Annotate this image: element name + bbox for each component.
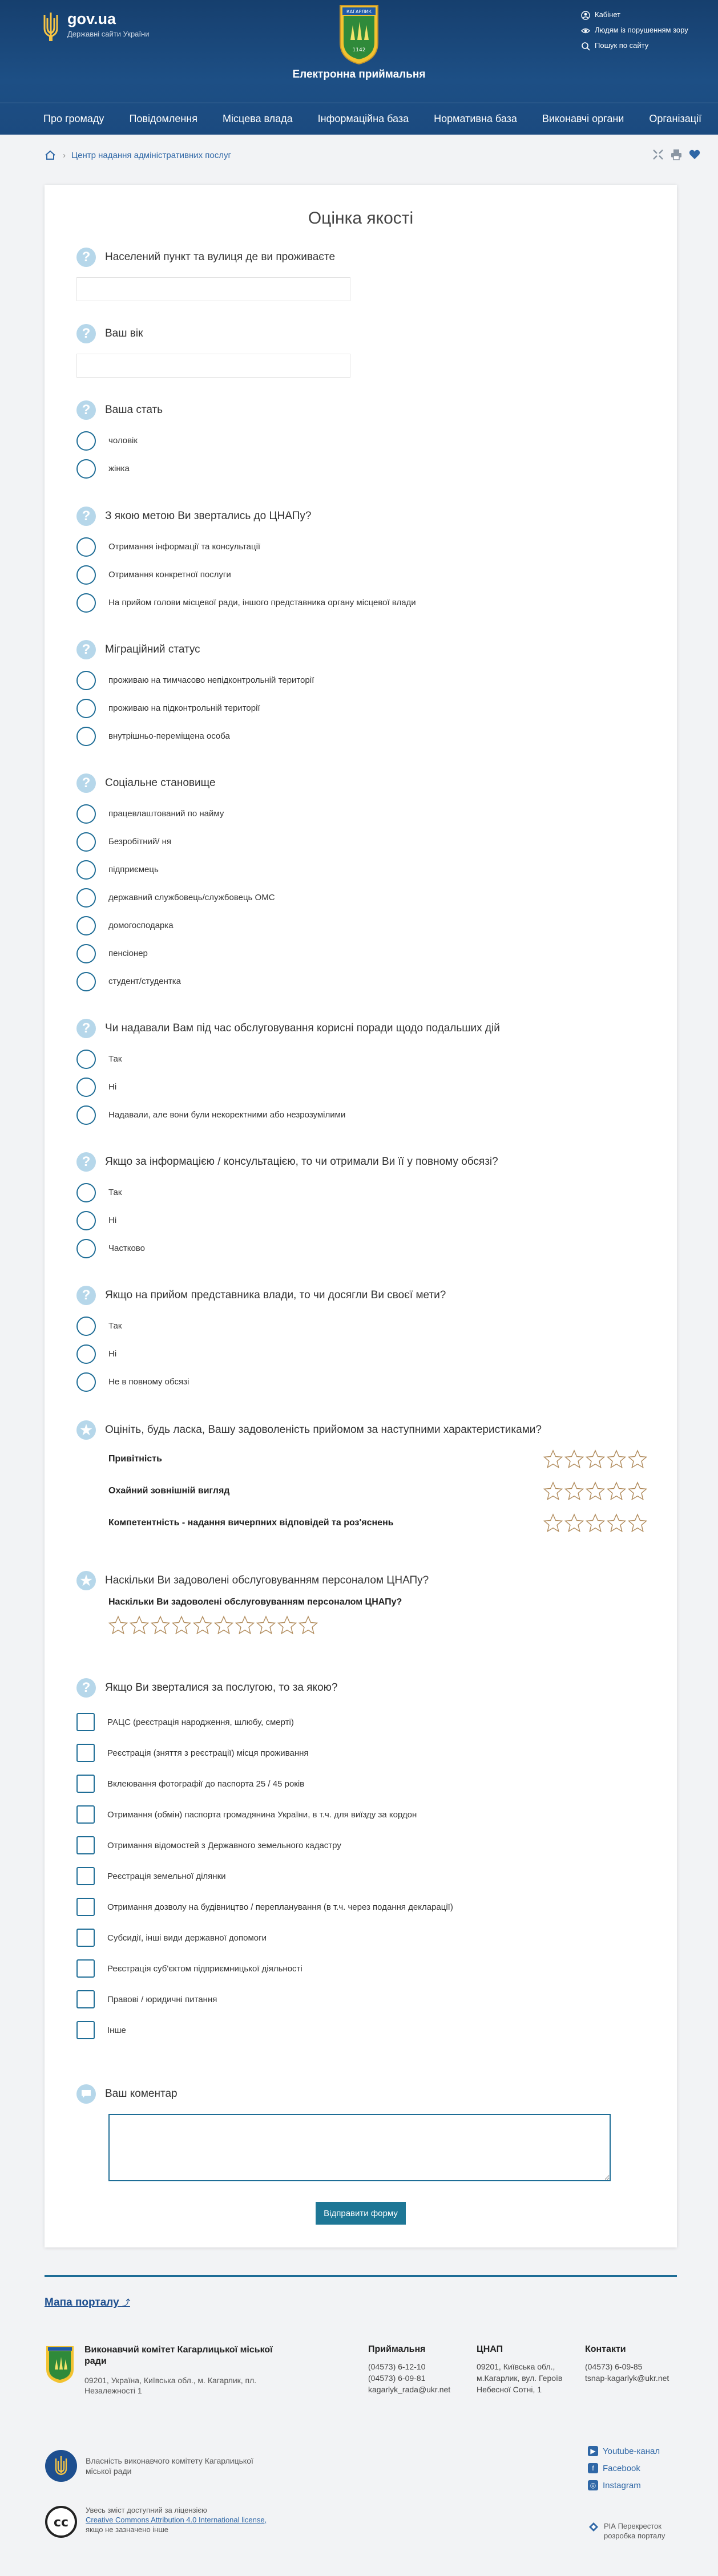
- social-links: [588, 2446, 660, 2497]
- contacts-phone[interactable]: (04573) 6-09-85: [585, 2362, 643, 2371]
- reception-phone[interactable]: (04573) 6-12-10: [368, 2362, 426, 2371]
- option-label: державний службовець/службовець ОМС: [108, 893, 275, 902]
- emblem-text: КАГАРЛИК: [346, 9, 372, 14]
- star-rating-icon[interactable]: [607, 1449, 626, 1469]
- checkbox-option[interactable]: [76, 1768, 647, 1799]
- radio-button[interactable]: [76, 671, 96, 690]
- option-label: Отримання конкретної послуги: [108, 570, 231, 580]
- star-rating-icon[interactable]: [543, 1449, 563, 1469]
- rating-stars: [543, 1481, 647, 1501]
- radio-option[interactable]: [76, 1178, 647, 1206]
- rating-row-label: Компетентність - надання вичерпних відповідей та роз'яснень: [108, 1518, 394, 1528]
- checkbox-option[interactable]: [76, 1799, 647, 1830]
- radio-option[interactable]: [76, 533, 647, 561]
- collapse-icon[interactable]: [652, 148, 664, 161]
- option-label: Так: [108, 1321, 122, 1331]
- sitemap-icon: ⤴: [122, 2298, 130, 2307]
- checkbox-option[interactable]: [76, 1737, 647, 1768]
- cnap-address-line: м.Кагарлик, вул. Героїв: [477, 2374, 563, 2383]
- option-label: жінка: [108, 464, 130, 473]
- comment-icon: [76, 2084, 96, 2104]
- sitemap-link[interactable]: [45, 2296, 130, 2309]
- option-label: Отримання інформації та консультації: [108, 542, 261, 552]
- trident-badge-icon: [45, 2449, 78, 2482]
- option-label: Отримання (обмін) паспорта громадянина України, в т.ч. для виїзду за кордон: [107, 1809, 417, 1820]
- rating-row-label: Наскільки Ви задоволені обслуговуванням персоналом ЦНАПу?: [108, 1597, 402, 1607]
- radio-option[interactable]: [76, 1234, 647, 1262]
- option-label: проживаю на підконтрольній території: [108, 703, 260, 713]
- question-icon: ?: [76, 248, 96, 267]
- gov-logo-text: gov.ua: [67, 10, 116, 27]
- question-title: Чи надавали Вам під час обслуговування корисні поради щодо подальших дій: [105, 1022, 500, 1034]
- radio-button[interactable]: [76, 860, 96, 880]
- reception-phone[interactable]: (04573) 6-09-81: [368, 2374, 426, 2383]
- eye-icon: [581, 26, 590, 35]
- option-label: Реєстрація суб'єктом підприємницької діяльності: [107, 1963, 302, 1974]
- main-nav: [0, 103, 718, 135]
- question-title: Соціальне становище: [105, 777, 216, 789]
- question-title: Наскільки Ви задоволені обслуговуванням персоналом ЦНАПу?: [105, 1574, 429, 1586]
- checkbox[interactable]: [76, 1959, 95, 1978]
- star-rating-icon[interactable]: [564, 1513, 584, 1533]
- footer-org-name: Виконавчий комітет Кагарлицької міської ради: [84, 2345, 273, 2366]
- option-label: Не в повному обсязі: [108, 1377, 189, 1387]
- checkbox-option[interactable]: [76, 1922, 647, 1953]
- star-rating-icon[interactable]: [193, 1615, 212, 1635]
- radio-button[interactable]: [76, 1239, 96, 1258]
- instagram-link[interactable]: [588, 2480, 660, 2490]
- question-settlement: [76, 248, 647, 301]
- reception-email[interactable]: kagarlyk_rada@ukr.net: [368, 2385, 451, 2394]
- radio-option[interactable]: [76, 828, 647, 856]
- radio-button[interactable]: [76, 916, 96, 935]
- option-label: Так: [108, 1054, 122, 1064]
- radio-button[interactable]: [76, 832, 96, 852]
- contacts-email[interactable]: tsnap-kagarlyk@ukr.net: [585, 2374, 669, 2383]
- star-rating-icon[interactable]: [543, 1513, 563, 1533]
- radio-button[interactable]: [76, 459, 96, 479]
- checkbox-option[interactable]: [76, 1830, 647, 1861]
- option-label: Ні: [108, 1216, 117, 1225]
- question-title: Якщо на прийом представника влади, то чи досягли Ви своєї мети?: [105, 1289, 446, 1301]
- option-label: На прийом голови місцевої ради, іншого представника органу місцевої влади: [108, 598, 416, 607]
- radio-option[interactable]: [76, 1206, 647, 1234]
- radio-button[interactable]: [76, 804, 96, 824]
- radio-button[interactable]: [76, 972, 96, 991]
- radio-button[interactable]: [76, 565, 96, 585]
- facebook-link[interactable]: [588, 2463, 660, 2473]
- city-emblem[interactable]: [337, 2, 381, 66]
- radio-option[interactable]: [76, 967, 647, 995]
- rating-row: [76, 1475, 647, 1507]
- option-label: домогосподарка: [108, 921, 174, 930]
- option-label: Ні: [108, 1349, 117, 1359]
- footer-cnap: [477, 2344, 562, 2396]
- star-rating-icon[interactable]: [607, 1481, 626, 1501]
- radio-option[interactable]: [76, 939, 647, 967]
- city-crest-icon: [45, 2344, 75, 2384]
- question-title: Ваш коментар: [105, 2088, 178, 2100]
- radio-button[interactable]: [76, 727, 96, 746]
- question-service: [76, 1678, 647, 2046]
- accessibility-link[interactable]: [581, 26, 707, 35]
- facebook-icon: f: [588, 2463, 598, 2473]
- question-sex: [76, 400, 647, 483]
- checkbox[interactable]: [76, 1805, 95, 1824]
- footer-org-address: 09201, Україна, Київська обл., м. Кагарлик, пл. Незалежності 1: [84, 2376, 257, 2395]
- page-tools: [652, 148, 701, 161]
- checkbox[interactable]: [76, 2021, 95, 2039]
- nav-item-info-base[interactable]: Інформаційна база: [317, 113, 409, 124]
- question-title: Ваш вік: [105, 327, 143, 339]
- option-label: Інше: [107, 2025, 126, 2035]
- checkbox-option[interactable]: [76, 2015, 647, 2046]
- breadcrumb-separator: ›: [63, 150, 66, 160]
- question-icon: ?: [76, 640, 96, 659]
- checkbox[interactable]: [76, 1775, 95, 1793]
- form-title: Оцінка якості: [308, 209, 414, 228]
- option-label: студент/студентка: [108, 977, 181, 986]
- license-link[interactable]: Creative Commons Attribution 4.0 International license,: [86, 2516, 267, 2524]
- site-title: Електронна приймальня: [292, 68, 426, 80]
- option-label: чоловік: [108, 436, 138, 445]
- option-label: Вклеювання фотографії до паспорта 25 / 45 років: [107, 1779, 305, 1789]
- option-label: Реєстрація (зняття з реєстрації) місця проживання: [107, 1748, 309, 1758]
- radio-button[interactable]: [76, 1344, 96, 1364]
- print-icon[interactable]: [670, 148, 683, 161]
- nav-item-news[interactable]: Повідомлення: [129, 113, 197, 124]
- option-label: Безробітний/ ня: [108, 837, 171, 846]
- option-label: Отримання відомостей з Державного земельного кадастру: [107, 1840, 341, 1850]
- rating-row-label: Привітність: [108, 1454, 162, 1464]
- star-rating-icon[interactable]: [543, 1481, 563, 1501]
- checkbox-option[interactable]: [76, 1953, 647, 1984]
- radio-option[interactable]: [76, 1045, 647, 1073]
- gov-logo-subtitle: Державні сайти України: [67, 30, 150, 38]
- nav-item-community[interactable]: Про громаду: [43, 113, 104, 124]
- star-rating-icon[interactable]: [172, 1615, 191, 1635]
- option-label: підприємець: [108, 865, 159, 874]
- question-title: Ваша стать: [105, 404, 163, 416]
- radio-button[interactable]: [76, 593, 96, 613]
- user-icon: [581, 11, 590, 20]
- radio-option[interactable]: [76, 666, 647, 694]
- footer-license: [45, 2505, 291, 2538]
- question-title: Оцініть, будь ласка, Вашу задоволеність прийомом за наступними характеристиками?: [105, 1424, 542, 1436]
- creative-commons-icon[interactable]: [45, 2505, 78, 2538]
- radio-option[interactable]: [76, 884, 647, 912]
- star-rating-icon[interactable]: [256, 1615, 276, 1635]
- nav-item-normative-base[interactable]: Нормативна база: [434, 113, 517, 124]
- youtube-link[interactable]: [588, 2446, 660, 2456]
- question-title: З якою метою Ви звертались до ЦНАПу?: [105, 510, 312, 522]
- footer-reception: [368, 2344, 450, 2396]
- radio-option[interactable]: [76, 694, 647, 722]
- option-label: Частково: [108, 1244, 145, 1253]
- radio-option[interactable]: [76, 455, 647, 483]
- question-rating: [76, 1420, 647, 1539]
- footer-org: [45, 2344, 279, 2396]
- question-title: Якщо Ви зверталися за послугою, то за якою?: [105, 1682, 338, 1694]
- question-title: Міграційний статус: [105, 643, 200, 655]
- cabinet-link[interactable]: [581, 10, 707, 20]
- question-staff-satisfaction: [76, 1571, 647, 1635]
- instagram-label: Instagram: [603, 2480, 641, 2490]
- checkbox[interactable]: [76, 1898, 95, 1916]
- question-icon: ?: [76, 1678, 96, 1698]
- radio-button[interactable]: [76, 1211, 96, 1230]
- star-rating-icon[interactable]: [108, 1615, 128, 1635]
- question-title: Населений пункт та вулиця де ви проживаєте: [105, 251, 336, 263]
- option-label: Надавали, але вони були некоректними або незрозумілими: [108, 1110, 346, 1120]
- rating-stars: [543, 1449, 647, 1469]
- svg-text:cc: cc: [53, 2516, 69, 2530]
- star-rating-icon[interactable]: [628, 1513, 647, 1533]
- header-links: [581, 10, 707, 56]
- cabinet-label: Кабінет: [595, 10, 621, 19]
- star-rating-icon[interactable]: [586, 1481, 605, 1501]
- checkbox[interactable]: [76, 1744, 95, 1762]
- star-rating-icon[interactable]: [628, 1481, 647, 1501]
- radio-button[interactable]: [76, 888, 96, 908]
- question-comment: [76, 2084, 647, 2184]
- star-rating-icon[interactable]: [214, 1615, 233, 1635]
- star-rating-icon[interactable]: [607, 1513, 626, 1533]
- search-link[interactable]: [581, 41, 707, 51]
- checkbox[interactable]: [76, 1836, 95, 1854]
- star-rating-icon[interactable]: [130, 1615, 149, 1635]
- option-label: Ні: [108, 1082, 117, 1092]
- radio-option[interactable]: [76, 912, 647, 939]
- question-age: [76, 324, 647, 378]
- radio-option[interactable]: [76, 1312, 647, 1340]
- footer-divider: [45, 2275, 677, 2277]
- nav-item-local-gov[interactable]: Місцева влада: [222, 113, 293, 124]
- question-icon: ?: [76, 773, 96, 793]
- radio-option[interactable]: [76, 561, 647, 589]
- option-label: внутрішньо-переміщена особа: [108, 731, 230, 741]
- checkbox[interactable]: [76, 1929, 95, 1947]
- checkbox[interactable]: [76, 1990, 95, 2008]
- license-suffix: якщо не зазначено інше: [86, 2525, 169, 2534]
- settlement-input[interactable]: [76, 277, 350, 301]
- rating-stars: [543, 1513, 647, 1533]
- star-rating-icon[interactable]: [299, 1615, 318, 1635]
- facebook-label: Facebook: [603, 2463, 640, 2473]
- star-rating-icon[interactable]: [235, 1615, 255, 1635]
- radio-button[interactable]: [76, 1105, 96, 1125]
- checkbox-option[interactable]: [76, 1892, 647, 1922]
- radio-option[interactable]: [76, 1368, 647, 1396]
- rating-row: [76, 1507, 647, 1539]
- question-info-received: [76, 1152, 647, 1262]
- cnap-address-line: 09201, Київська обл.,: [477, 2362, 555, 2371]
- nav-item-executive-bodies[interactable]: Виконавчі органи: [542, 113, 624, 124]
- contacts-title: Контакти: [585, 2344, 626, 2354]
- option-label: Правові / юридичні питання: [107, 1994, 217, 2004]
- radio-option[interactable]: [76, 1101, 647, 1129]
- youtube-label: Youtube-канал: [603, 2446, 660, 2456]
- radio-option[interactable]: [76, 722, 647, 750]
- question-migration: [76, 640, 647, 750]
- heart-icon[interactable]: [688, 148, 701, 161]
- checkbox-option[interactable]: [76, 1984, 647, 2015]
- star-badge-icon: ★: [76, 1571, 96, 1590]
- star-rating-icon[interactable]: [564, 1481, 584, 1501]
- question-social: [76, 773, 647, 995]
- option-label: проживаю на тимчасово непідконтрольній території: [108, 675, 314, 685]
- radio-button[interactable]: [76, 1317, 96, 1336]
- radio-option[interactable]: [76, 427, 647, 455]
- checkbox-option[interactable]: [76, 1707, 647, 1737]
- breadcrumb: [0, 135, 718, 176]
- star-rating-icon[interactable]: [628, 1449, 647, 1469]
- radio-option[interactable]: [76, 589, 647, 617]
- question-purpose: [76, 507, 647, 617]
- gov-ua-logo[interactable]: [41, 10, 149, 42]
- submit-button[interactable]: Відправити форму: [316, 2202, 406, 2225]
- ria-logo-icon: [588, 2521, 599, 2533]
- radio-button[interactable]: [76, 1183, 96, 1202]
- developer-text: РІА Перекресток розробка порталу: [604, 2522, 665, 2540]
- question-title: Якщо за інформацією / консультацією, то чи отримали Ви її у повному обсязі?: [105, 1156, 498, 1168]
- rating-row: [76, 1443, 647, 1475]
- youtube-icon: ▶: [588, 2446, 598, 2456]
- radio-button[interactable]: [76, 431, 96, 451]
- checkbox[interactable]: [76, 1713, 95, 1731]
- star-rating-icon[interactable]: [277, 1615, 297, 1635]
- radio-button[interactable]: [76, 1372, 96, 1392]
- star-badge-icon: ★: [76, 1420, 96, 1440]
- reception-title: Приймальня: [368, 2344, 426, 2354]
- star-rating-icon[interactable]: [151, 1615, 170, 1635]
- option-label: Так: [108, 1188, 122, 1197]
- radio-button[interactable]: [76, 1078, 96, 1097]
- question-icon: ?: [76, 324, 96, 343]
- developer-credit[interactable]: [588, 2521, 672, 2541]
- option-label: Реєстрація земельної ділянки: [107, 1871, 226, 1881]
- breadcrumb-current[interactable]: Центр надання адміністративних послуг: [71, 150, 231, 160]
- quality-form: [45, 185, 677, 2247]
- radio-button[interactable]: [76, 944, 96, 963]
- radio-option[interactable]: [76, 800, 647, 828]
- trident-icon: [41, 10, 60, 42]
- radio-button[interactable]: [76, 1050, 96, 1069]
- age-input[interactable]: [76, 354, 350, 378]
- cnap-address-line: Небесної Сотні, 1: [477, 2385, 542, 2394]
- emblem-year: 1142: [352, 47, 366, 53]
- cnap-title: ЦНАП: [477, 2344, 503, 2354]
- radio-button[interactable]: [76, 537, 96, 557]
- question-goal-achieved: [76, 1286, 647, 1396]
- option-label: Отримання дозволу на будівництво / перепланування (в т.ч. через подання декларації): [107, 1902, 453, 1912]
- option-label: Субсидії, інші види державної допомоги: [107, 1933, 267, 1943]
- license-prefix: Увесь зміст доступний за ліцензією: [86, 2506, 207, 2514]
- instagram-icon: ◎: [588, 2480, 598, 2490]
- question-icon: ?: [76, 1286, 96, 1305]
- search-icon: [581, 42, 590, 51]
- question-icon: ?: [76, 1019, 96, 1038]
- question-advice: [76, 1019, 647, 1129]
- star-rating-icon[interactable]: [586, 1513, 605, 1533]
- ownership-text: Власність виконавчого комітету Кагарлицької міської ради: [86, 2456, 253, 2476]
- star-rating-icon[interactable]: [564, 1449, 584, 1469]
- option-label: РАЦС (реєстрація народження, шлюбу, смерті): [107, 1717, 294, 1727]
- question-icon: ?: [76, 507, 96, 526]
- sitemap-label: Мапа порталу: [45, 2296, 119, 2308]
- radio-option[interactable]: [76, 1073, 647, 1101]
- radio-option[interactable]: [76, 1340, 647, 1368]
- site-header: [0, 0, 718, 135]
- radio-button[interactable]: [76, 699, 96, 718]
- footer-ownership: [45, 2449, 268, 2482]
- star-rating-icon[interactable]: [586, 1449, 605, 1469]
- option-label: працевлаштований по найму: [108, 809, 224, 819]
- accessibility-label: Людям із порушенням зору: [595, 26, 688, 34]
- option-label: пенсіонер: [108, 949, 148, 958]
- question-icon: ?: [76, 1152, 96, 1172]
- question-icon: ?: [76, 400, 96, 420]
- rating-stars: [108, 1615, 647, 1635]
- radio-option[interactable]: [76, 856, 647, 884]
- home-icon[interactable]: [45, 150, 56, 160]
- comment-textarea[interactable]: [108, 2114, 611, 2181]
- footer-contacts: [585, 2344, 669, 2384]
- checkbox-option[interactable]: [76, 1861, 647, 1892]
- nav-item-organizations[interactable]: Організації: [649, 113, 702, 124]
- search-label: Пошук по сайту: [595, 41, 649, 50]
- checkbox[interactable]: [76, 1867, 95, 1885]
- rating-row-label: Охайний зовнішній вигляд: [108, 1486, 230, 1496]
